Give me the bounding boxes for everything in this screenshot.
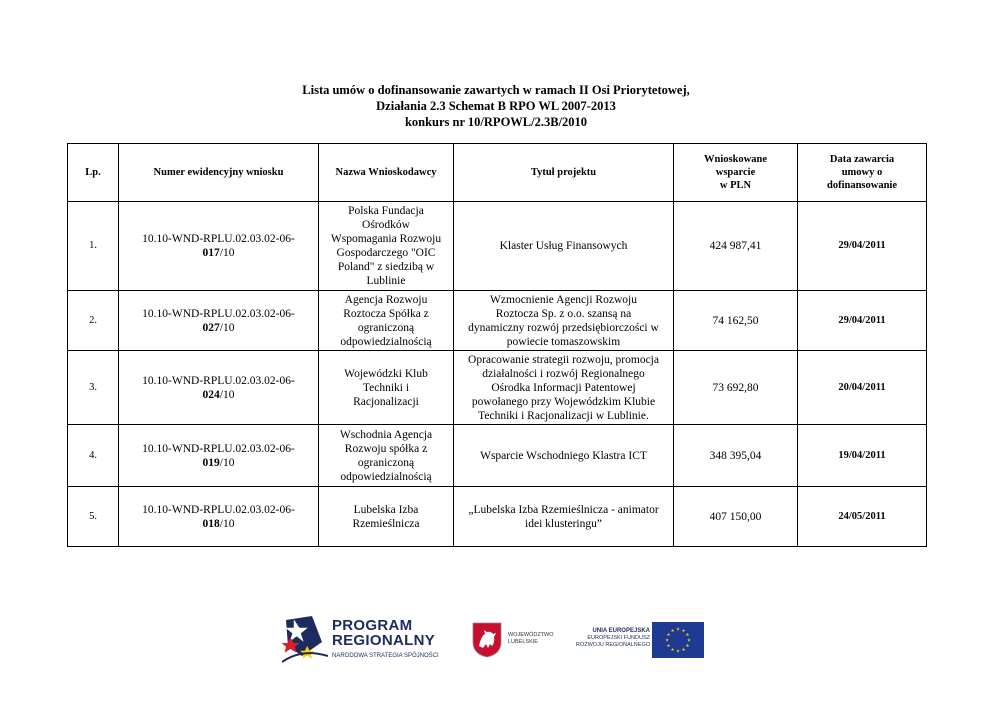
title-line-2: Działania 2.3 Schemat B RPO WL 2007-2013 [376,99,616,113]
contracts-table [67,143,927,547]
cell-data: 24/05/2011 [798,487,927,547]
cell-numer: 10.10-WND-RPLU.02.03.02-06- 024/10 [119,351,319,425]
cell-nazwa: Wschodnia Agencja Rozwoju spółka z ograniczoną odpowiedzialnością [319,425,454,487]
cell-nazwa: Lubelska Izba Rzemieślnicza [319,487,454,547]
cell-data: 29/04/2011 [798,202,927,291]
cell-tytul: Klaster Usług Finansowych [454,202,674,291]
eu-flag-icon [652,622,704,658]
eu-star-icon: ★ [666,643,671,649]
document-title [0,82,992,130]
table-row [68,425,927,487]
eu-star-icon: ★ [675,648,681,654]
cell-tytul: „Lubelska Izba Rzemieślnicza - animator idei klusteringu” [454,487,674,547]
eu-star-icon: ★ [666,632,671,638]
eu-text: UNIA EUROPEJSKA EUROPEJSKI FUNDUSZ ROZWOJU REGIONALNEGO [576,628,650,648]
table-row [68,487,927,547]
cell-nazwa: Agencja Rozwoju Roztocza Spółka z ograniczoną odpowiedzialnością [319,291,454,351]
eu-star-icon: ★ [664,637,670,643]
table-row [68,202,927,291]
program-regionalny-mark-icon [282,612,328,668]
regionalny-label: REGIONALNY [332,632,436,649]
cell-data: 20/04/2011 [798,351,927,425]
cell-nazwa: Polska Fundacja Ośrodków Wspomagania Rozwoju Gospodarczego "OIC Poland" z siedzibą w Lublinie [319,202,454,291]
cell-lp: 5. [68,487,119,547]
cell-numer: 10.10-WND-RPLU.02.03.02-06- 027/10 [119,291,319,351]
cell-lp: 3. [68,351,119,425]
header-tytul: Tytuł projektu [454,144,674,202]
cell-numer: 10.10-WND-RPLU.02.03.02-06- 019/10 [119,425,319,487]
crest-icon [472,622,502,658]
table-row [68,351,927,425]
program-label: PROGRAM [332,617,413,634]
cell-tytul: Wsparcie Wschodniego Klastra ICT [454,425,674,487]
title-line-3: konkurs nr 10/RPOWL/2.3B/2010 [404,115,588,129]
eu-star-icon: ★ [670,628,675,634]
cell-lp: 2. [68,291,119,351]
title-line-1: Lista umów o dofinansowanie zawartych w ramach II Osi Priorytetowej, [302,83,690,97]
cell-tytul: Wzmocnienie Agencji Rozwoju Roztocza Sp. z o.o. szansą na dynamiczny rozwój przedsiębiorczości w powiecie tomaszowskim [454,291,674,351]
wojewodztwo-text: WOJEWÓDZTWO LUBELSKIE [508,632,554,645]
header-nazwa: Nazwa Wnioskodawcy [319,144,454,202]
cell-data: 29/04/2011 [798,291,927,351]
cell-numer: 10.10-WND-RPLU.02.03.02-06- 018/10 [119,487,319,547]
footer-logos [0,600,992,680]
cell-tytul: Opracowanie strategii rozwoju, promocja działalności i rozwój Regionalnego Ośrodka Informacji Patentowej powołanego przy Wojewódzkim Klubie Techniki i Racjonalizacji w Lublinie. [454,351,674,425]
header-lp: Lp. [68,144,119,202]
table-header-row [68,144,927,202]
eu-star-icon: ★ [685,643,690,649]
cell-nazwa: Wojewódzki Klub Techniki i Racjonalizacji [319,351,454,425]
eu-star-icon: ★ [670,647,675,653]
header-data: Data zawarcia umowy o dofinansowanie [798,144,927,202]
nss-tagline: NARODOWA STRATEGIA SPÓJNOŚCI [332,653,439,659]
program-regionalny-logo [282,612,452,668]
cell-lp: 4. [68,425,119,487]
cell-wsparcie: 73 692,80 [674,351,798,425]
cell-wsparcie: 407 150,00 [674,487,798,547]
header-wsparcie: Wnioskowane wsparcie w PLN [674,144,798,202]
cell-numer: 10.10-WND-RPLU.02.03.02-06- 017/10 [119,202,319,291]
cell-lp: 1. [68,202,119,291]
cell-wsparcie: 348 395,04 [674,425,798,487]
table-row [68,291,927,351]
eu-star-icon: ★ [681,647,686,653]
eu-star-icon: ★ [675,626,681,632]
cell-data: 19/04/2011 [798,425,927,487]
eu-star-icon: ★ [685,632,690,638]
cell-wsparcie: 74 162,50 [674,291,798,351]
cell-wsparcie: 424 987,41 [674,202,798,291]
header-numer: Numer ewidencyjny wniosku [119,144,319,202]
eu-star-icon: ★ [686,637,692,643]
eu-star-icon: ★ [681,628,686,634]
